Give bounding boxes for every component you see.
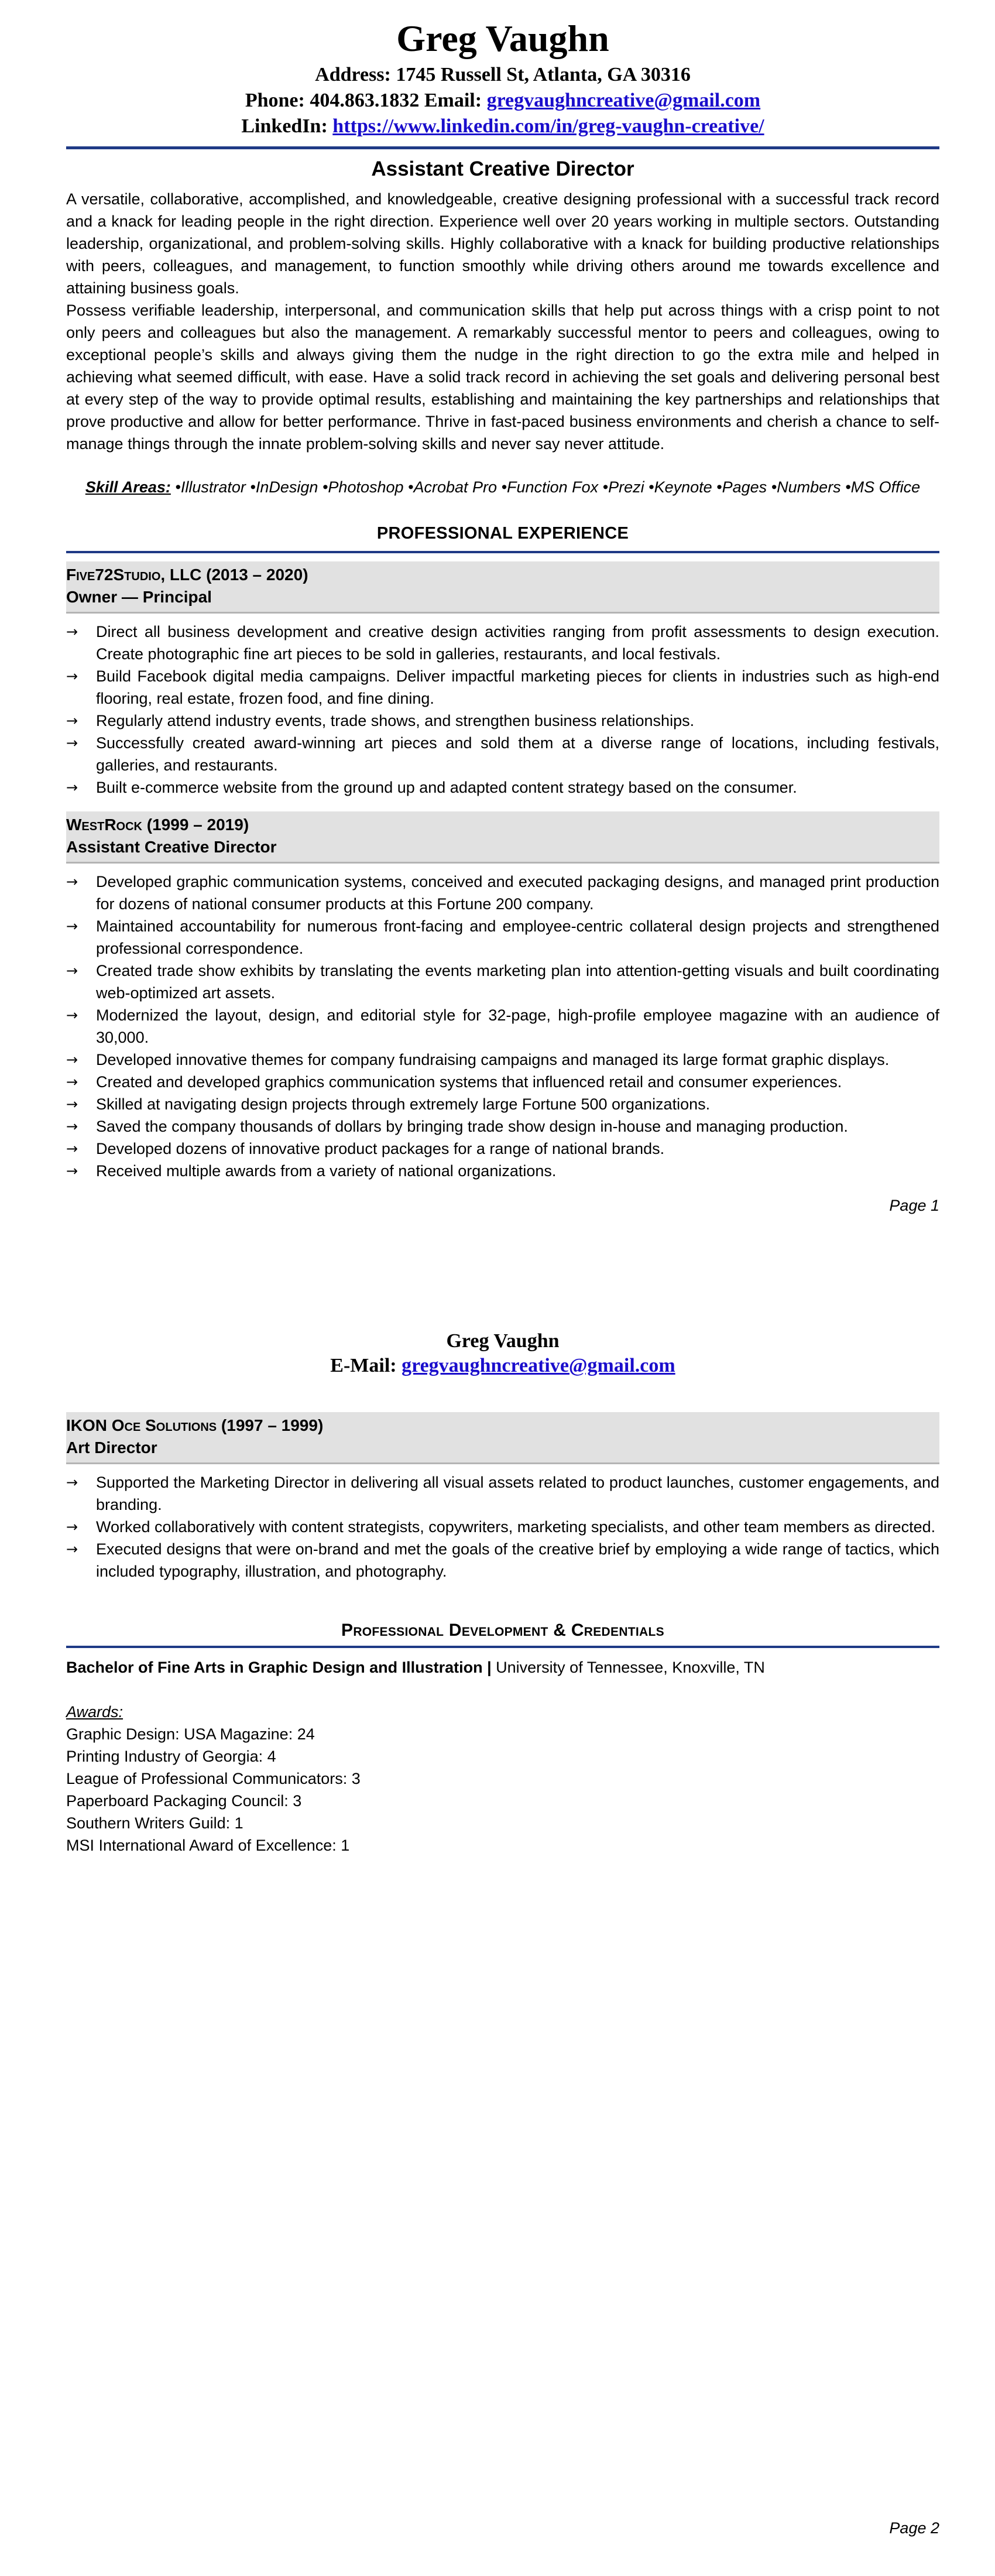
job-role: Owner — Principal	[66, 588, 212, 606]
arrow-icon: →	[66, 962, 78, 979]
job-role: Art Director	[66, 1438, 157, 1457]
skill-item: •Illustrator	[175, 478, 246, 496]
page2-email-line	[66, 1354, 939, 1378]
job-dates: (1997 – 1999)	[221, 1416, 324, 1434]
arrow-icon: →	[66, 1541, 78, 1557]
job-dates: (1999 – 2019)	[146, 816, 249, 834]
page-2-footer	[66, 2517, 939, 2539]
list-item: → Saved the company thousands of dollars by bringing trade show design in-house and managing production.	[66, 1115, 939, 1138]
arrow-icon: →	[66, 1007, 78, 1023]
arrow-icon: →	[66, 1051, 78, 1068]
page-number: Page 2	[889, 2519, 939, 2537]
arrow-icon: →	[66, 1163, 78, 1179]
arrow-icon: →	[66, 873, 78, 890]
skill-item: •Prezi	[602, 478, 644, 496]
header-divider	[66, 146, 939, 149]
skill-item: •Keynote	[649, 478, 712, 496]
list-item: → Received multiple awards from a variety of national organizations.	[66, 1160, 939, 1182]
list-item: → Maintained accountability for numerous front-facing and employee-centric collateral design projects and strengthened professional correspondence.	[66, 915, 939, 960]
school: University of Tennessee, Knoxville, TN	[491, 1659, 765, 1676]
skill-areas	[66, 476, 939, 498]
page2-email-label: E-Mail:	[330, 1355, 397, 1376]
award-item: League of Professional Communicators: 3	[66, 1770, 361, 1787]
summary-paragraph-2: Possess verifiable leadership, interpersonal, and communication skills that help put across things with a crisp point to not only peers and colleagues but also the management. A remarkably successful mentor to peers and colleagues, owing to exceptional people’s skills and always giving them the nudge in the right direction to go the extra mile and helped in achieving what seemed difficult, with ease. Have a solid track record in achieving the set goals and delivering personal best at every step of the way to provide optimal results, establishing and maintaining the key partnerships and relationships that prove productive and allow for better performance. Thrive in fast-paced business environments and cherish a chance to self-manage things through the innate problem-solving skills and never say never attitude.	[66, 302, 939, 453]
skill-item: •Pages	[716, 478, 767, 496]
list-item: → Direct all business development and creative design activities ranging from profit assessments to design execution. Create photographic fine art pieces to be sold in galleries, restaurants, and local festivals.	[66, 621, 939, 665]
award-item: MSI International Award of Excellence: 1	[66, 1837, 350, 1854]
candidate-name: Greg Vaughn	[396, 18, 609, 59]
arrow-icon: →	[66, 735, 78, 751]
arrow-icon: →	[66, 712, 78, 729]
skill-areas-label: Skill Areas:	[85, 478, 171, 496]
education-line	[66, 1656, 939, 1678]
list-item: → Created trade show exhibits by translating the events marketing plan into attention-getting visuals and built coordinating web-optimized art assets.	[66, 960, 939, 1004]
linkedin-label: LinkedIn:	[241, 115, 328, 137]
email-link[interactable]: gregvaughncreative@gmail.com	[486, 90, 761, 111]
arrow-icon: →	[66, 1096, 78, 1112]
arrow-icon: →	[66, 779, 78, 796]
address-line	[66, 62, 939, 88]
skill-item: •Acrobat Pro	[408, 478, 498, 496]
company-name: IKON Oce Solutions	[66, 1416, 217, 1434]
arrow-icon: →	[66, 1519, 78, 1535]
job-bullets	[66, 871, 939, 1182]
award-item: Graphic Design: USA Magazine: 24	[66, 1725, 315, 1743]
phone-value: 404.863.1832	[310, 90, 420, 111]
linkedin-line	[66, 114, 939, 139]
skill-item: •InDesign	[250, 478, 318, 496]
list-item: → Successfully created award-winning art pieces and sold them at a diverse range of locations, including festivals, galleries, and restaurants.	[66, 732, 939, 776]
address-label: Address:	[315, 64, 391, 85]
job-header-westrock	[66, 811, 939, 864]
company-line	[66, 1414, 939, 1437]
list-item: → Regularly attend industry events, trade shows, and strengthen business relationships.	[66, 710, 939, 732]
degree: Bachelor of Fine Arts in Graphic Design and Illustration |	[66, 1659, 492, 1676]
company-name: WestRock	[66, 816, 142, 834]
skill-item: •Numbers	[771, 478, 841, 496]
page2-email-link[interactable]: gregvaughncreative@gmail.com	[402, 1355, 675, 1376]
job-header-ikon	[66, 1412, 939, 1464]
award-item: Paperboard Packaging Council: 3	[66, 1792, 302, 1810]
skill-item: •Photoshop	[322, 478, 404, 496]
address-value: 1745 Russell St, Atlanta, GA 30316	[396, 64, 691, 85]
list-item: → Created and developed graphics communication systems that influenced retail and consumer experiences.	[66, 1071, 939, 1093]
list-item: → Modernized the layout, design, and editorial style for 32-page, high-profile employee magazine with an audience of 30,000.	[66, 1004, 939, 1049]
arrow-icon: →	[66, 1074, 78, 1090]
page-number: Page 1	[889, 1197, 939, 1214]
list-item: → Skilled at navigating design projects through extremely large Fortune 500 organizations.	[66, 1093, 939, 1115]
experience-divider	[66, 551, 939, 553]
award-item: Southern Writers Guild: 1	[66, 1814, 243, 1832]
company-name: Five72Studio, LLC	[66, 566, 202, 584]
company-line	[66, 814, 939, 836]
skill-item: •MS Office	[845, 478, 921, 496]
resume-page-2	[66, 1329, 939, 1856]
summary-paragraph-1: A versatile, collaborative, accomplished, and knowledgeable, creative designing professional with a successful track record and a knack for leading people in the right direction. Experience well over 20 years working in multiple sectors. Outstanding leadership, organizational, and problem-solving skills. Highly collaborative with a knack for building productive relationships with peers, colleagues, and management, to function smoothly while driving others around me towards excellence and attaining business goals.	[66, 190, 939, 297]
arrow-icon: →	[66, 624, 78, 640]
award-item: Printing Industry of Georgia: 4	[66, 1748, 276, 1765]
list-item: → Developed dozens of innovative product packages for a range of national brands.	[66, 1138, 939, 1160]
list-item: → Supported the Marketing Director in delivering all visual assets related to product launches, customer engagements, and branding.	[66, 1471, 939, 1516]
job-dates: (2013 – 2020)	[206, 566, 308, 584]
awards-label: Awards:	[66, 1703, 123, 1721]
page2-name: Greg Vaughn	[446, 1330, 560, 1352]
arrow-icon: →	[66, 668, 78, 684]
list-item: → Developed graphic communication systems, conceived and executed packaging designs, and managed print production for dozens of national consumer products at this Fortune 200 company.	[66, 871, 939, 915]
job-header-five72studio	[66, 561, 939, 614]
job-bullets	[66, 1471, 939, 1582]
summary	[66, 188, 939, 455]
experience-heading: PROFESSIONAL EXPERIENCE	[376, 524, 629, 543]
professional-title: Assistant Creative Director	[371, 157, 634, 180]
email-label: Email:	[424, 90, 482, 111]
job-role: Assistant Creative Director	[66, 838, 277, 856]
arrow-icon: →	[66, 1140, 78, 1157]
phone-email-line	[66, 88, 939, 114]
phone-label: Phone:	[245, 90, 305, 111]
resume-page-1	[66, 18, 939, 1216]
credentials-heading: Professional Development & Credentials	[341, 1621, 664, 1640]
company-line	[66, 564, 939, 586]
list-item: → Developed innovative themes for company fundraising campaigns and managed its large format graphic displays.	[66, 1049, 939, 1071]
list-item: → Build Facebook digital media campaigns. Deliver impactful marketing pieces for clients in industries such as high-end flooring, real estate, frozen food, and fine dining.	[66, 665, 939, 710]
linkedin-link[interactable]: https://www.linkedin.com/in/greg-vaughn-creative/	[332, 115, 764, 137]
credentials-divider	[66, 1646, 939, 1648]
arrow-icon: →	[66, 1118, 78, 1135]
list-item: → Worked collaboratively with content strategists, copywriters, marketing specialists, and other team members as directed.	[66, 1516, 939, 1538]
awards-list	[66, 1723, 939, 1856]
list-item: → Built e-commerce website from the ground up and adapted content strategy based on the consumer.	[66, 776, 939, 799]
arrow-icon: →	[66, 918, 78, 934]
job-bullets	[66, 621, 939, 799]
arrow-icon: →	[66, 1474, 78, 1491]
skill-item: •Function Fox	[501, 478, 599, 496]
list-item: → Executed designs that were on-brand and met the goals of the creative brief by employing a wide range of tactics, which included typography, illustration, and photography.	[66, 1538, 939, 1582]
